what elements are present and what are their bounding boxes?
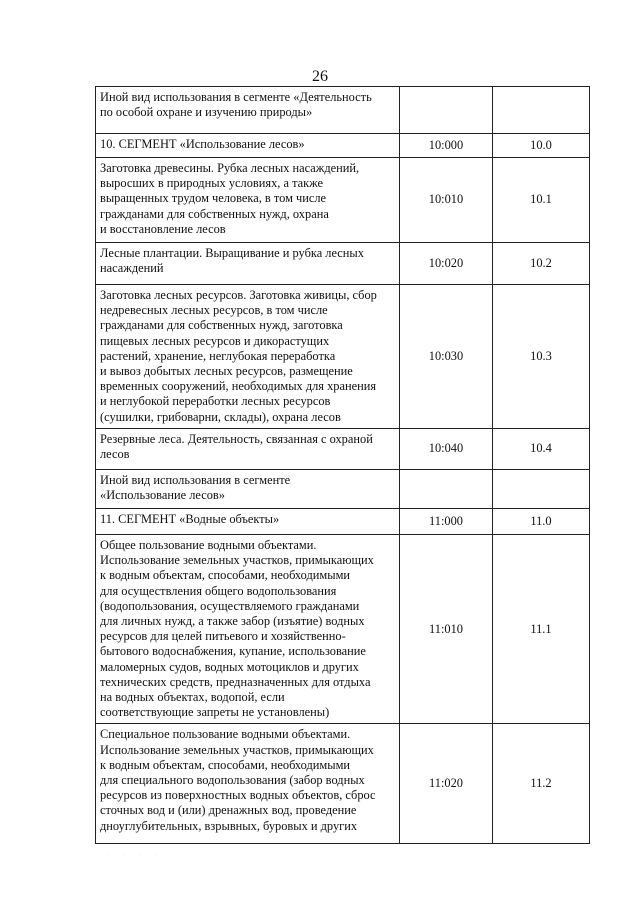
table-row <box>96 87 590 134</box>
table-row <box>96 243 590 285</box>
description-line: для специального водопользования (забор водных <box>100 773 365 788</box>
number-cell: 11.2 <box>493 724 590 844</box>
description-line: Лесные плантации. Выращивание и рубка лесных <box>100 246 364 260</box>
description-cell <box>96 429 400 470</box>
description-cell <box>96 724 400 844</box>
description-line: Специальное пользование водными объектами. <box>100 727 351 742</box>
description-line: сточных вод и (или) дренажных вод, проведение <box>100 803 357 818</box>
description-line: «Использование лесов» <box>100 488 225 503</box>
description-line: и восстановление лесов <box>100 221 226 236</box>
description-cell <box>96 285 400 429</box>
code-cell: 10:040 <box>400 429 493 470</box>
description-line: для личных нужд, а также забор (изъятие) водных <box>100 614 365 629</box>
code-cell <box>400 470 493 509</box>
description-cell <box>96 87 400 134</box>
description-line: Иной вид использования в сегменте «Деятельность <box>100 90 372 104</box>
description-line: (сушилки, грибоварни, склады), охрана лесов <box>100 409 341 424</box>
description-line: (водопользования, осуществляемого гражданами <box>100 598 360 613</box>
number-cell: 11.1 <box>493 535 590 724</box>
description-line: недревесных лесных ресурсов, в том числе <box>100 303 328 318</box>
description-line: насаждений <box>100 261 164 276</box>
number-cell <box>493 470 590 509</box>
code-cell: 11:010 <box>400 535 493 724</box>
code-cell: 10:030 <box>400 285 493 429</box>
description-line: бытового водоснабжения, купание, использование <box>100 644 366 659</box>
code-cell: 11:020 <box>400 724 493 844</box>
number-cell: 10.2 <box>493 243 590 285</box>
description-cell <box>96 535 400 724</box>
number-cell: 11.0 <box>493 509 590 535</box>
description-line: лесов <box>100 447 130 462</box>
land-use-table <box>95 86 590 844</box>
description-line: Заготовка лесных ресурсов. Заготовка живицы, сбор <box>100 288 377 302</box>
description-line: Использование земельных участков, примыкающих <box>100 742 374 757</box>
number-cell: 10.0 <box>493 134 590 158</box>
description-line: гражданами для собственных нужд, охрана <box>100 206 329 221</box>
description-line: Резервные леса. Деятельность, связанная с охраной <box>100 432 373 446</box>
segment-heading: 11. СЕГМЕНТ «Водные объекты» <box>100 512 280 526</box>
description-line: временных сооружений, необходимых для хранения <box>100 379 377 394</box>
table-row <box>96 509 590 535</box>
description-line: выращенных трудом человека, в том числе <box>100 191 327 206</box>
description-cell <box>96 470 400 509</box>
table-row <box>96 724 590 844</box>
segment-heading-cell <box>96 134 400 158</box>
description-line: выросших в природных условиях, а также <box>100 176 324 191</box>
segment-heading-cell <box>96 509 400 535</box>
number-cell: 10.4 <box>493 429 590 470</box>
description-line: на водных объектах, водопой, если <box>100 690 285 705</box>
description-line: пищевых лесных ресурсов и дикорастущих <box>100 333 330 348</box>
description-line: ресурсов из поверхностных водных объектов, сброс <box>100 788 376 803</box>
code-cell: 11:000 <box>400 509 493 535</box>
table-row <box>96 535 590 724</box>
table-row <box>96 158 590 243</box>
table-row <box>96 134 590 158</box>
description-line: соответствующие запреты не установлены) <box>100 705 330 720</box>
description-line: Иной вид использования в сегменте <box>100 473 291 487</box>
description-line: ресурсов для целей питьевого и хозяйственно- <box>100 629 346 644</box>
description-line: для осуществления общего водопользования <box>100 583 337 598</box>
table-row <box>96 285 590 429</box>
number-cell: 10.3 <box>493 285 590 429</box>
description-line: и вывоз добытых лесных ресурсов, размещение <box>100 364 353 379</box>
description-cell <box>96 158 400 243</box>
description-line: и неглубокой переработки лесных ресурсов <box>100 394 331 409</box>
code-cell: 10:000 <box>400 134 493 158</box>
description-line: технических средств, предназначенных для отдыха <box>100 674 371 689</box>
description-line: дноуглубительных, взрывных, буровых и других <box>100 818 358 833</box>
description-line: к водным объектам, способами, необходимыми <box>100 757 351 772</box>
table-row <box>96 429 590 470</box>
number-cell: 10.1 <box>493 158 590 243</box>
description-cell <box>96 243 400 285</box>
description-line: маломерных судов, водных мотоциклов и других <box>100 659 359 674</box>
code-cell: 10:010 <box>400 158 493 243</box>
segment-heading: 10. СЕГМЕНТ «Использование лесов» <box>100 137 305 151</box>
description-line: гражданами для собственных нужд, заготовка <box>100 318 343 333</box>
description-line: по особой охране и изучению природы» <box>100 105 313 120</box>
description-line: Заготовка древесины. Рубка лесных насаждений, <box>100 161 360 175</box>
code-cell: 10:020 <box>400 243 493 285</box>
table-row <box>96 470 590 509</box>
number-cell <box>493 87 590 134</box>
description-line: к водным объектам, способами, необходимыми <box>100 568 351 583</box>
code-cell <box>400 87 493 134</box>
description-line: Использование земельных участков, примыкающих <box>100 553 374 568</box>
description-line: Общее пользование водными объектами. <box>100 538 317 552</box>
scan-artifact: · · · · <box>108 852 163 858</box>
page-number: 26 <box>312 68 328 85</box>
description-line: растений, хранение, неглубокая переработка <box>100 348 336 363</box>
